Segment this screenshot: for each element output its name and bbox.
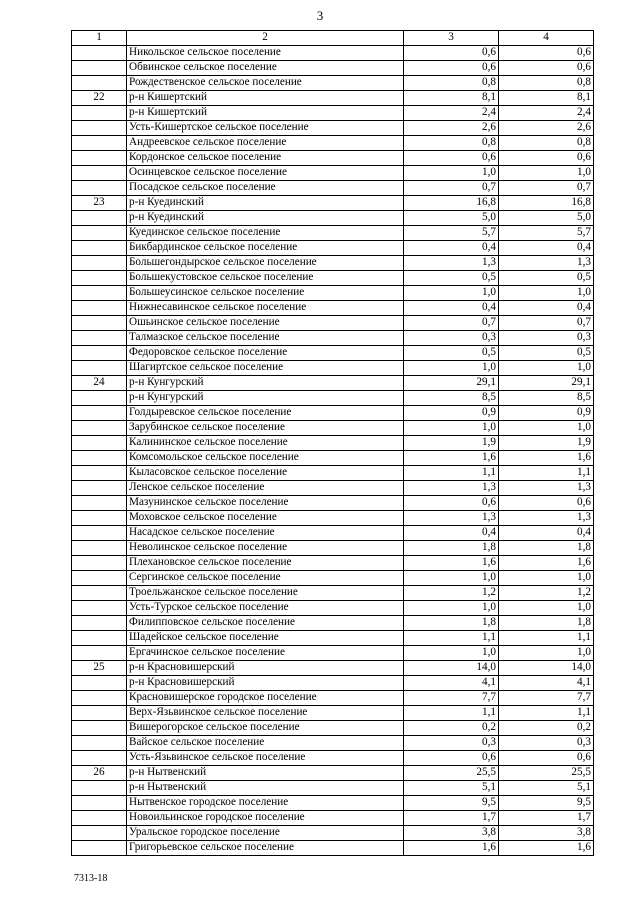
column-4-value-cell: 1,1 xyxy=(499,466,594,481)
column-3-value-cell: 16,8 xyxy=(404,196,499,211)
municipality-name-cell: Федоровское сельское поселение xyxy=(127,346,404,361)
table-row xyxy=(72,661,594,676)
allocation-table xyxy=(71,30,594,856)
table-row xyxy=(72,826,594,841)
municipality-name-cell: Кыласовское сельское поселение xyxy=(127,466,404,481)
column-3-value-cell: 3,8 xyxy=(404,826,499,841)
municipality-name-cell: Куединское сельское поселение xyxy=(127,226,404,241)
column-3-value-cell: 1,9 xyxy=(404,436,499,451)
municipality-name-cell: р-н Кишертский xyxy=(127,91,404,106)
municipality-name-cell: Неволинское сельское поселение xyxy=(127,541,404,556)
municipality-name-cell: Нижнесавинское сельское поселение xyxy=(127,301,404,316)
row-number-cell xyxy=(72,751,127,766)
column-3-value-cell: 0,4 xyxy=(404,526,499,541)
table-row xyxy=(72,136,594,151)
column-3-value-cell: 1,3 xyxy=(404,481,499,496)
row-number-cell xyxy=(72,841,127,856)
municipality-name-cell: р-н Красновишерский xyxy=(127,661,404,676)
row-number-cell xyxy=(72,676,127,691)
table-row xyxy=(72,766,594,781)
table-row xyxy=(72,496,594,511)
table-row xyxy=(72,451,594,466)
column-4-value-cell: 1,0 xyxy=(499,361,594,376)
column-4-value-cell: 1,8 xyxy=(499,541,594,556)
column-4-value-cell: 0,6 xyxy=(499,151,594,166)
municipality-name-cell: р-н Нытвенский xyxy=(127,781,404,796)
municipality-name-cell: Шадейское сельское поселение xyxy=(127,631,404,646)
table-row xyxy=(72,421,594,436)
column-3-value-cell: 1,0 xyxy=(404,421,499,436)
column-3-value-cell: 0,6 xyxy=(404,61,499,76)
row-number-cell xyxy=(72,406,127,421)
column-4-value-cell: 8,5 xyxy=(499,391,594,406)
row-number-cell xyxy=(72,421,127,436)
column-4-value-cell: 1,7 xyxy=(499,811,594,826)
municipality-name-cell: Усть-Язьвинское сельское поселение xyxy=(127,751,404,766)
row-number-cell xyxy=(72,166,127,181)
column-3-value-cell: 1,0 xyxy=(404,571,499,586)
table-row xyxy=(72,76,594,91)
column-4-value-cell: 1,0 xyxy=(499,286,594,301)
municipality-name-cell: Верх-Язьвинское сельское поселение xyxy=(127,706,404,721)
column-4-value-cell: 0,7 xyxy=(499,181,594,196)
column-3-value-cell: 0,4 xyxy=(404,301,499,316)
column-4-value-cell: 1,9 xyxy=(499,436,594,451)
table-row xyxy=(72,481,594,496)
table-row xyxy=(72,586,594,601)
column-4-value-cell: 0,5 xyxy=(499,346,594,361)
column-3-value-cell: 2,4 xyxy=(404,106,499,121)
row-number-cell xyxy=(72,736,127,751)
column-3-value-cell: 0,7 xyxy=(404,316,499,331)
column-header-4: 4 xyxy=(499,31,594,46)
column-4-value-cell: 25,5 xyxy=(499,766,594,781)
column-4-value-cell: 9,5 xyxy=(499,796,594,811)
table-row xyxy=(72,631,594,646)
column-3-value-cell: 0,8 xyxy=(404,76,499,91)
column-4-value-cell: 0,8 xyxy=(499,76,594,91)
column-3-value-cell: 0,3 xyxy=(404,331,499,346)
column-3-value-cell: 14,0 xyxy=(404,661,499,676)
municipality-name-cell: Калининское сельское поселение xyxy=(127,436,404,451)
column-3-value-cell: 0,8 xyxy=(404,136,499,151)
municipality-name-cell: Шагиртское сельское поселение xyxy=(127,361,404,376)
table-row xyxy=(72,751,594,766)
column-4-value-cell: 5,0 xyxy=(499,211,594,226)
column-3-value-cell: 1,0 xyxy=(404,166,499,181)
column-4-value-cell: 1,6 xyxy=(499,841,594,856)
municipality-name-cell: Кордонское сельское поселение xyxy=(127,151,404,166)
row-number-cell xyxy=(72,301,127,316)
column-3-value-cell: 0,6 xyxy=(404,751,499,766)
row-number-cell: 22 xyxy=(72,91,127,106)
municipality-name-cell: Уральское городское поселение xyxy=(127,826,404,841)
municipality-name-cell: Ергачинское сельское поселение xyxy=(127,646,404,661)
table-row xyxy=(72,196,594,211)
municipality-name-cell: Большеусинское сельское поселение xyxy=(127,286,404,301)
column-4-value-cell: 0,8 xyxy=(499,136,594,151)
municipality-name-cell: Голдыревское сельское поселение xyxy=(127,406,404,421)
table-row xyxy=(72,571,594,586)
row-number-cell xyxy=(72,541,127,556)
table-row xyxy=(72,211,594,226)
column-4-value-cell: 1,6 xyxy=(499,451,594,466)
column-4-value-cell: 1,3 xyxy=(499,256,594,271)
column-4-value-cell: 1,8 xyxy=(499,616,594,631)
column-4-value-cell: 5,1 xyxy=(499,781,594,796)
municipality-name-cell: Филипповское сельское поселение xyxy=(127,616,404,631)
column-3-value-cell: 0,7 xyxy=(404,181,499,196)
municipality-name-cell: Осинцевское сельское поселение xyxy=(127,166,404,181)
column-4-value-cell: 2,4 xyxy=(499,106,594,121)
row-number-cell xyxy=(72,796,127,811)
column-3-value-cell: 0,6 xyxy=(404,151,499,166)
column-4-value-cell: 1,3 xyxy=(499,511,594,526)
table-row xyxy=(72,616,594,631)
row-number-cell xyxy=(72,211,127,226)
table-row xyxy=(72,316,594,331)
municipality-name-cell: Троельжанское сельское поселение xyxy=(127,586,404,601)
row-number-cell xyxy=(72,646,127,661)
municipality-name-cell: Рождественское сельское поселение xyxy=(127,76,404,91)
table-row xyxy=(72,241,594,256)
row-number-cell xyxy=(72,316,127,331)
municipality-name-cell: Усть-Турское сельское поселение xyxy=(127,601,404,616)
column-4-value-cell: 0,6 xyxy=(499,496,594,511)
municipality-name-cell: Сергинское сельское поселение xyxy=(127,571,404,586)
row-number-cell xyxy=(72,601,127,616)
municipality-name-cell: Ошьинское сельское поселение xyxy=(127,316,404,331)
column-3-value-cell: 1,0 xyxy=(404,601,499,616)
table-row xyxy=(72,226,594,241)
column-4-value-cell: 5,7 xyxy=(499,226,594,241)
row-number-cell: 23 xyxy=(72,196,127,211)
column-4-value-cell: 1,0 xyxy=(499,601,594,616)
column-3-value-cell: 1,1 xyxy=(404,466,499,481)
row-number-cell xyxy=(72,76,127,91)
table-row xyxy=(72,841,594,856)
column-4-value-cell: 0,4 xyxy=(499,526,594,541)
column-4-value-cell: 1,1 xyxy=(499,706,594,721)
column-3-value-cell: 1,8 xyxy=(404,541,499,556)
column-3-value-cell: 25,5 xyxy=(404,766,499,781)
municipality-name-cell: Усть-Кишертское сельское поселение xyxy=(127,121,404,136)
table-row xyxy=(72,556,594,571)
column-4-value-cell: 1,0 xyxy=(499,571,594,586)
column-3-value-cell: 0,4 xyxy=(404,241,499,256)
row-number-cell xyxy=(72,631,127,646)
row-number-cell: 24 xyxy=(72,376,127,391)
table-row xyxy=(72,511,594,526)
table-row xyxy=(72,331,594,346)
municipality-name-cell: р-н Нытвенский xyxy=(127,766,404,781)
column-3-value-cell: 5,7 xyxy=(404,226,499,241)
row-number-cell xyxy=(72,151,127,166)
column-4-value-cell: 0,7 xyxy=(499,316,594,331)
row-number-cell xyxy=(72,691,127,706)
table-row xyxy=(72,541,594,556)
column-header-3: 3 xyxy=(404,31,499,46)
row-number-cell: 26 xyxy=(72,766,127,781)
column-4-value-cell: 1,0 xyxy=(499,166,594,181)
table-row xyxy=(72,676,594,691)
column-3-value-cell: 0,5 xyxy=(404,271,499,286)
column-4-value-cell: 8,1 xyxy=(499,91,594,106)
row-number-cell xyxy=(72,451,127,466)
column-3-value-cell: 1,1 xyxy=(404,631,499,646)
municipality-name-cell: Большегондырское сельское поселение xyxy=(127,256,404,271)
column-4-value-cell: 0,3 xyxy=(499,736,594,751)
row-number-cell xyxy=(72,616,127,631)
table-row xyxy=(72,646,594,661)
municipality-name-cell: р-н Красновишерский xyxy=(127,676,404,691)
column-4-value-cell: 0,3 xyxy=(499,331,594,346)
column-4-value-cell: 29,1 xyxy=(499,376,594,391)
row-number-cell xyxy=(72,571,127,586)
municipality-name-cell: р-н Кунгурский xyxy=(127,376,404,391)
row-number-cell xyxy=(72,391,127,406)
column-4-value-cell: 0,6 xyxy=(499,46,594,61)
municipality-name-cell: Бикбардинское сельское поселение xyxy=(127,241,404,256)
column-4-value-cell: 1,0 xyxy=(499,646,594,661)
column-4-value-cell: 3,8 xyxy=(499,826,594,841)
column-4-value-cell: 0,5 xyxy=(499,271,594,286)
row-number-cell xyxy=(72,181,127,196)
municipality-name-cell: р-н Кишертский xyxy=(127,106,404,121)
table-row xyxy=(72,346,594,361)
table-row xyxy=(72,796,594,811)
column-4-value-cell: 2,6 xyxy=(499,121,594,136)
municipality-name-cell: р-н Куединский xyxy=(127,211,404,226)
column-4-value-cell: 0,2 xyxy=(499,721,594,736)
table-row xyxy=(72,151,594,166)
column-3-value-cell: 7,7 xyxy=(404,691,499,706)
municipality-name-cell: Насадское сельское поселение xyxy=(127,526,404,541)
row-number-cell xyxy=(72,271,127,286)
column-3-value-cell: 1,7 xyxy=(404,811,499,826)
table-header-row xyxy=(72,31,594,46)
row-number-cell xyxy=(72,586,127,601)
table-row xyxy=(72,406,594,421)
municipality-name-cell: р-н Кунгурский xyxy=(127,391,404,406)
column-3-value-cell: 1,0 xyxy=(404,646,499,661)
row-number-cell xyxy=(72,721,127,736)
row-number-cell xyxy=(72,241,127,256)
column-3-value-cell: 1,3 xyxy=(404,511,499,526)
table-row xyxy=(72,121,594,136)
municipality-name-cell: Комсомольское сельское поселение xyxy=(127,451,404,466)
column-4-value-cell: 4,1 xyxy=(499,676,594,691)
row-number-cell xyxy=(72,466,127,481)
column-3-value-cell: 5,0 xyxy=(404,211,499,226)
row-number-cell xyxy=(72,781,127,796)
column-3-value-cell: 1,6 xyxy=(404,841,499,856)
table-row xyxy=(72,706,594,721)
column-4-value-cell: 0,9 xyxy=(499,406,594,421)
municipality-name-cell: Новоильинское городское поселение xyxy=(127,811,404,826)
table-row xyxy=(72,811,594,826)
municipality-name-cell: Красновишерское городское поселение xyxy=(127,691,404,706)
table-row xyxy=(72,781,594,796)
table-row xyxy=(72,601,594,616)
row-number-cell xyxy=(72,361,127,376)
table-row xyxy=(72,181,594,196)
municipality-name-cell: Обвинское сельское поселение xyxy=(127,61,404,76)
column-4-value-cell: 0,6 xyxy=(499,751,594,766)
row-number-cell xyxy=(72,256,127,271)
table-row xyxy=(72,106,594,121)
table-row xyxy=(72,256,594,271)
page-number: 3 xyxy=(316,8,324,23)
column-4-value-cell: 16,8 xyxy=(499,196,594,211)
row-number-cell xyxy=(72,106,127,121)
municipality-name-cell: Нытвенское городское поселение xyxy=(127,796,404,811)
row-number-cell xyxy=(72,121,127,136)
table-row xyxy=(72,91,594,106)
row-number-cell xyxy=(72,556,127,571)
table-row xyxy=(72,271,594,286)
table-row xyxy=(72,361,594,376)
column-3-value-cell: 1,1 xyxy=(404,706,499,721)
column-4-value-cell: 1,1 xyxy=(499,631,594,646)
column-4-value-cell: 0,6 xyxy=(499,61,594,76)
municipality-name-cell: Ленское сельское поселение xyxy=(127,481,404,496)
row-number-cell xyxy=(72,811,127,826)
column-3-value-cell: 1,0 xyxy=(404,361,499,376)
column-3-value-cell: 5,1 xyxy=(404,781,499,796)
row-number-cell xyxy=(72,136,127,151)
row-number-cell xyxy=(72,286,127,301)
table-row xyxy=(72,526,594,541)
column-3-value-cell: 0,6 xyxy=(404,46,499,61)
column-4-value-cell: 14,0 xyxy=(499,661,594,676)
column-3-value-cell: 0,3 xyxy=(404,736,499,751)
column-3-value-cell: 1,6 xyxy=(404,451,499,466)
column-3-value-cell: 29,1 xyxy=(404,376,499,391)
table-row xyxy=(72,436,594,451)
municipality-name-cell: Посадское сельское поселение xyxy=(127,181,404,196)
row-number-cell xyxy=(72,346,127,361)
table-row xyxy=(72,61,594,76)
table-row xyxy=(72,46,594,61)
table-row xyxy=(72,466,594,481)
column-3-value-cell: 0,2 xyxy=(404,721,499,736)
column-3-value-cell: 0,9 xyxy=(404,406,499,421)
row-number-cell xyxy=(72,226,127,241)
row-number-cell xyxy=(72,436,127,451)
table-row xyxy=(72,166,594,181)
municipality-name-cell: р-н Куединский xyxy=(127,196,404,211)
row-number-cell xyxy=(72,706,127,721)
column-4-value-cell: 7,7 xyxy=(499,691,594,706)
row-number-cell xyxy=(72,331,127,346)
column-header-2: 2 xyxy=(127,31,404,46)
row-number-cell xyxy=(72,61,127,76)
table-body xyxy=(72,46,594,856)
row-number-cell xyxy=(72,511,127,526)
column-3-value-cell: 1,3 xyxy=(404,256,499,271)
municipality-name-cell: Никольское сельское поселение xyxy=(127,46,404,61)
row-number-cell xyxy=(72,481,127,496)
municipality-name-cell: Зарубинское сельское поселение xyxy=(127,421,404,436)
table-row xyxy=(72,301,594,316)
municipality-name-cell: Вишерогорское сельское поселение xyxy=(127,721,404,736)
column-3-value-cell: 8,1 xyxy=(404,91,499,106)
column-3-value-cell: 1,8 xyxy=(404,616,499,631)
row-number-cell: 25 xyxy=(72,661,127,676)
municipality-name-cell: Плехановское сельское поселение xyxy=(127,556,404,571)
table-row xyxy=(72,286,594,301)
table-row xyxy=(72,721,594,736)
column-3-value-cell: 2,6 xyxy=(404,121,499,136)
column-3-value-cell: 1,2 xyxy=(404,586,499,601)
table-row xyxy=(72,376,594,391)
municipality-name-cell: Большекустовское сельское поселение xyxy=(127,271,404,286)
document-code: 7313-18 xyxy=(74,873,108,884)
column-3-value-cell: 1,0 xyxy=(404,286,499,301)
municipality-name-cell: Григорьевское сельское поселение xyxy=(127,841,404,856)
table-row xyxy=(72,391,594,406)
column-3-value-cell: 0,6 xyxy=(404,496,499,511)
municipality-name-cell: Талмазское сельское поселение xyxy=(127,331,404,346)
column-4-value-cell: 1,0 xyxy=(499,421,594,436)
column-header-1: 1 xyxy=(72,31,127,46)
column-3-value-cell: 8,5 xyxy=(404,391,499,406)
column-3-value-cell: 0,5 xyxy=(404,346,499,361)
row-number-cell xyxy=(72,826,127,841)
row-number-cell xyxy=(72,526,127,541)
column-4-value-cell: 0,4 xyxy=(499,241,594,256)
column-3-value-cell: 1,6 xyxy=(404,556,499,571)
municipality-name-cell: Вайское сельское поселение xyxy=(127,736,404,751)
municipality-name-cell: Андреевское сельское поселение xyxy=(127,136,404,151)
column-4-value-cell: 0,4 xyxy=(499,301,594,316)
column-4-value-cell: 1,3 xyxy=(499,481,594,496)
column-4-value-cell: 1,6 xyxy=(499,556,594,571)
column-3-value-cell: 9,5 xyxy=(404,796,499,811)
column-3-value-cell: 4,1 xyxy=(404,676,499,691)
column-4-value-cell: 1,2 xyxy=(499,586,594,601)
row-number-cell xyxy=(72,46,127,61)
table-row xyxy=(72,691,594,706)
municipality-name-cell: Мазунинское сельское поселение xyxy=(127,496,404,511)
municipality-name-cell: Моховское сельское поселение xyxy=(127,511,404,526)
table-row xyxy=(72,736,594,751)
row-number-cell xyxy=(72,496,127,511)
